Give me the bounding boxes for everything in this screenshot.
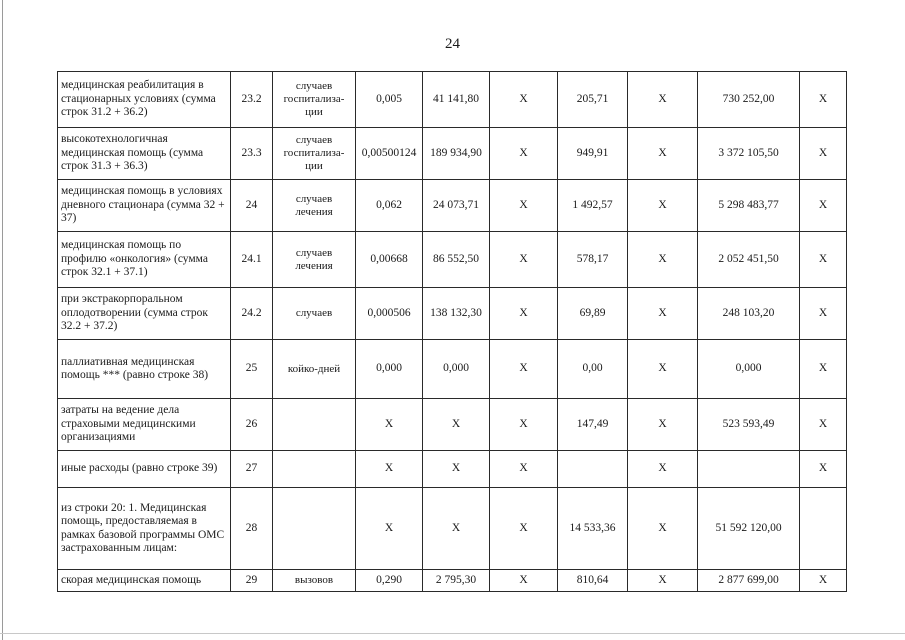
value-cell: 949,91 [558,128,628,180]
value-cell: 2 877 699,00 [698,570,800,592]
value-cell: 147,49 [558,399,628,451]
table-row [58,570,847,592]
row-name: скорая медицинская помощь [58,570,231,592]
value-cell: 0,062 [356,180,423,232]
line-number: 24.1 [231,232,273,288]
value-cell: 24 073,71 [423,180,490,232]
value-cell: 138 132,30 [423,288,490,340]
value-cell: 2 795,30 [423,570,490,592]
value-cell: X [628,180,698,232]
value-cell: 578,17 [558,232,628,288]
table-row [58,72,847,128]
value-cell: 51 592 120,00 [698,488,800,570]
row-name: медицинская помощь в условиях дневного стационара (сумма 32 + 37) [58,180,231,232]
row-name: высокотехнологичная медицинская помощь (сумма строк 31.3 + 36.3) [58,128,231,180]
value-cell: 0,00500124 [356,128,423,180]
value-cell: X [628,72,698,128]
line-number: 28 [231,488,273,570]
value-cell: X [628,288,698,340]
value-cell: 0,005 [356,72,423,128]
unit-cell: случаев госпитализа-ции [273,72,356,128]
value-cell: X [356,488,423,570]
value-cell: X [423,451,490,488]
line-number: 27 [231,451,273,488]
page-number: 24 [445,36,460,52]
value-cell: 41 141,80 [423,72,490,128]
value-cell: 205,71 [558,72,628,128]
value-cell: X [490,128,558,180]
value-cell: X [490,399,558,451]
line-number: 26 [231,399,273,451]
row-name: при экстракорпоральном оплодотворении (сумма строк 32.2 + 37.2) [58,288,231,340]
value-cell [558,451,628,488]
table-body [58,72,847,592]
line-number: 29 [231,570,273,592]
value-cell: X [800,72,847,128]
row-name: иные расходы (равно строке 39) [58,451,231,488]
value-cell: 0,000506 [356,288,423,340]
table-row [58,451,847,488]
value-cell [698,451,800,488]
value-cell: X [356,451,423,488]
row-name: затраты на ведение дела страховыми медицинскими организациями [58,399,231,451]
value-cell: 3 372 105,50 [698,128,800,180]
table-row [58,128,847,180]
value-cell: X [800,232,847,288]
unit-cell: случаев лечения [273,180,356,232]
row-name: медицинская помощь по профилю «онкология» (сумма строк 32.1 + 37.1) [58,232,231,288]
value-cell: X [490,570,558,592]
value-cell: 0,000 [356,340,423,399]
value-cell: 0,00668 [356,232,423,288]
unit-cell: вызовов [273,570,356,592]
page-edge-line [2,0,3,640]
value-cell: X [800,399,847,451]
value-cell: X [800,340,847,399]
value-cell: X [490,488,558,570]
value-cell: 523 593,49 [698,399,800,451]
value-cell: X [423,488,490,570]
value-cell: X [628,488,698,570]
value-cell: X [628,232,698,288]
value-cell: 69,89 [558,288,628,340]
value-cell: 14 533,36 [558,488,628,570]
value-cell: 0,000 [423,340,490,399]
unit-cell [273,451,356,488]
value-cell: X [490,340,558,399]
value-cell: X [490,451,558,488]
value-cell [800,488,847,570]
row-name: из строки 20: 1. Медицинская помощь, предоставляемая в рамках базовой программы ОМС застрахованным лицам: [58,488,231,570]
unit-cell [273,488,356,570]
value-cell: 0,290 [356,570,423,592]
value-cell: X [628,340,698,399]
value-cell: X [423,399,490,451]
value-cell: 810,64 [558,570,628,592]
value-cell: X [490,288,558,340]
value-cell: 0,000 [698,340,800,399]
value-cell: X [490,72,558,128]
value-cell: X [800,451,847,488]
unit-cell [273,399,356,451]
value-cell: 730 252,00 [698,72,800,128]
value-cell: 1 492,57 [558,180,628,232]
value-cell: X [800,288,847,340]
row-name: паллиативная медицинская помощь *** (равно строке 38) [58,340,231,399]
value-cell: 0,00 [558,340,628,399]
value-cell: 86 552,50 [423,232,490,288]
unit-cell: случаев лечения [273,232,356,288]
value-cell: X [628,451,698,488]
page-bottom-line [0,633,905,634]
table-row [58,399,847,451]
value-cell: X [356,399,423,451]
table-row [58,340,847,399]
unit-cell: койко-дней [273,340,356,399]
line-number: 24.2 [231,288,273,340]
value-cell: X [628,570,698,592]
row-name: медицинская реабилитация в стационарных условиях (сумма строк 31.2 + 36.2) [58,72,231,128]
line-number: 23.2 [231,72,273,128]
table-row [58,180,847,232]
value-cell: X [490,232,558,288]
value-cell: X [800,570,847,592]
line-number: 23.3 [231,128,273,180]
unit-cell: случаев госпитализа-ции [273,128,356,180]
unit-cell: случаев [273,288,356,340]
value-cell: 248 103,20 [698,288,800,340]
table-row [58,288,847,340]
line-number: 24 [231,180,273,232]
value-cell: X [800,180,847,232]
line-number: 25 [231,340,273,399]
value-cell: 2 052 451,50 [698,232,800,288]
value-cell: 5 298 483,77 [698,180,800,232]
value-cell: X [490,180,558,232]
table-row [58,232,847,288]
budget-table [57,71,847,592]
table-row [58,488,847,570]
value-cell: X [800,128,847,180]
value-cell: 189 934,90 [423,128,490,180]
value-cell: X [628,128,698,180]
value-cell: X [628,399,698,451]
